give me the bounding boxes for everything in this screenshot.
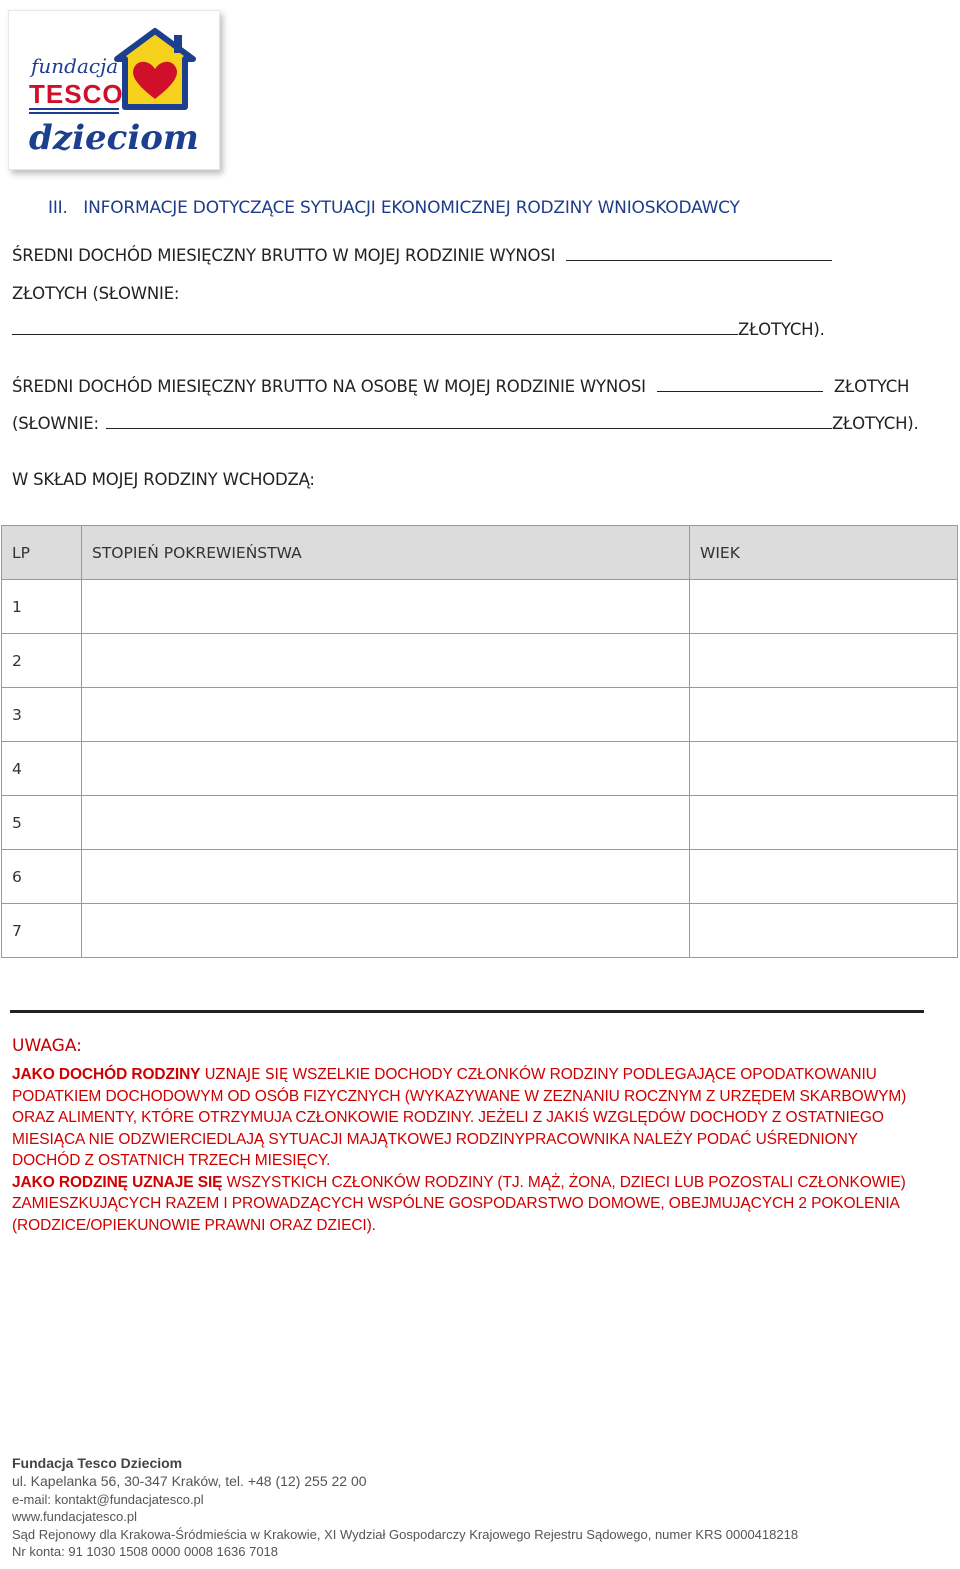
income-words-field[interactable] — [12, 320, 738, 335]
footer-bank-account: Nr konta: 91 1030 1508 0000 0008 1636 7018 — [12, 1544, 279, 1559]
note-label: UWAGA: — [12, 1036, 82, 1056]
footer-org-name: Fundacja Tesco Dzieciom — [12, 1455, 183, 1471]
logo-word-fundacja: fundacja — [31, 54, 119, 78]
relation-cell[interactable] — [82, 580, 690, 634]
table-row — [2, 688, 958, 742]
logo-word-dzieciom: dzieciom — [29, 118, 199, 158]
income-total-label: ŚREDNI DOCHÓD MIESIĘCZNY BRUTTO W MOJEJ RODZINIE WYNOSI — [12, 246, 556, 265]
logo-graphic — [9, 11, 219, 169]
table-header-row — [2, 526, 958, 580]
income-per-person-currency: ZŁOTYCH — [833, 377, 910, 396]
income-per-person-label: ŚREDNI DOCHÓD MIESIĘCZNY BRUTTO NA OSOBĘ W MOJEJ RODZINIE WYNOSI — [12, 377, 646, 396]
note-income-bold: JAKO DOCHÓD RODZINY — [12, 1066, 201, 1083]
income-per-person-field[interactable] — [657, 377, 823, 392]
logo-word-tesco: TESCO — [29, 79, 124, 109]
footer-website: www.fundacjatesco.pl — [12, 1509, 138, 1524]
family-members-table — [1, 525, 958, 958]
footer-email: e-mail: kontakt@fundacjatesco.pl — [12, 1491, 204, 1507]
age-cell[interactable] — [690, 742, 958, 796]
column-header-lp: LP — [2, 526, 82, 580]
table-row — [2, 850, 958, 904]
section-number: III. — [48, 198, 68, 218]
row-number: 4 — [2, 742, 82, 796]
table-row — [2, 634, 958, 688]
note-income-mid: UZNAJE SIĘ — [204, 1065, 289, 1083]
row-number: 6 — [2, 850, 82, 904]
column-header-relation: STOPIEŃ POKREWIEŃSTWA — [82, 526, 690, 580]
table-row — [2, 904, 958, 958]
income-per-person-words-label: (SŁOWNIE: — [12, 414, 99, 433]
relation-cell[interactable] — [82, 904, 690, 958]
income-words-line — [12, 320, 825, 339]
divider — [10, 1010, 924, 1013]
age-cell[interactable] — [690, 580, 958, 634]
foundation-logo — [8, 10, 220, 170]
income-per-person-words-line — [12, 414, 919, 433]
row-number: 2 — [2, 634, 82, 688]
age-cell[interactable] — [690, 796, 958, 850]
relation-cell[interactable] — [82, 634, 690, 688]
note-income-rest: WSZELKIE DOCHODY CZŁONKÓW RODZINY PODLEGAJĄCE OPODATKOWANIU PODATKIEM DOCHODOWYM OD OSÓB FIZYCZNYCH (WYKAZYWANE W ZEZNANIU ROCZNYM Z URZĘDEM SKARBOWYM) ORAZ ALIMENTY, KTÓRE OTRZYMUJA CZŁONKOWIE RODZINY. JEŻELI Z JAKIŚ WZGLĘDÓW DOCHODY Z OSTATNIEGO MIESIĄCA NIE ODZWIERCIEDLAJĄ SYTUACJI MAJĄTKOWEJ RODZINYPRACOWNIKA NALEŻY PODAĆ UŚREDNIONY DOCHÓD Z OSTATNICH TRZECH MIESIĘCY. — [12, 1066, 907, 1169]
footer — [12, 1455, 798, 1561]
table-row — [2, 796, 958, 850]
age-cell[interactable] — [690, 850, 958, 904]
column-header-age: WIEK — [690, 526, 958, 580]
age-cell[interactable] — [690, 904, 958, 958]
row-number: 1 — [2, 580, 82, 634]
note-family-bold: JAKO RODZINĘ UZNAJE SIĘ — [12, 1173, 223, 1191]
income-per-person-line — [12, 377, 909, 396]
income-total-line — [12, 246, 832, 265]
table-row — [2, 580, 958, 634]
relation-cell[interactable] — [82, 742, 690, 796]
income-per-person-words-field[interactable] — [106, 414, 832, 429]
section-title — [48, 198, 740, 218]
table-row — [2, 742, 958, 796]
note-family-rest: WSZYSTKICH CZŁONKÓW RODZINY (TJ. MĄŻ, ŻONA, DZIECI LUB POZOSTALI CZŁONKOWIE) ZAMIESZKUJĄCYCH RAZEM I PROWADZĄCYCH WSPÓLNE GOSPODARSTWO DOMOWE, OBEJMUJĄCYCH 2 POKOLENIA (RODZICE/OPIEKUNOWIE PRAWNI ORAZ DZIECI). — [12, 1173, 906, 1234]
age-cell[interactable] — [690, 634, 958, 688]
income-total-field[interactable] — [566, 246, 832, 261]
age-cell[interactable] — [690, 688, 958, 742]
relation-cell[interactable] — [82, 688, 690, 742]
footer-address: ul. Kapelanka 56, 30-347 Kraków, tel. +48 (12) 255 22 00 — [12, 1473, 367, 1489]
row-number: 5 — [2, 796, 82, 850]
income-words-label: ZŁOTYCH (SŁOWNIE: — [12, 284, 180, 303]
note-text — [12, 1064, 912, 1236]
section-heading: INFORMACJE DOTYCZĄCE SYTUACJI EKONOMICZNEJ RODZINY WNIOSKODAWCY — [83, 198, 740, 218]
income-words-currency: ZŁOTYCH). — [738, 320, 825, 339]
row-number: 7 — [2, 904, 82, 958]
footer-court-registry: Sąd Rejonowy dla Krakowa-Śródmieścia w Krakowie, XI Wydział Gospodarczy Krajowego Rejestru Sądowego, numer KRS 0000418218 — [12, 1526, 799, 1542]
relation-cell[interactable] — [82, 850, 690, 904]
relation-cell[interactable] — [82, 796, 690, 850]
row-number: 3 — [2, 688, 82, 742]
family-heading: W SKŁAD MOJEJ RODZINY WCHODZĄ: — [12, 470, 315, 489]
income-per-person-words-currency: ZŁOTYCH). — [831, 414, 919, 433]
